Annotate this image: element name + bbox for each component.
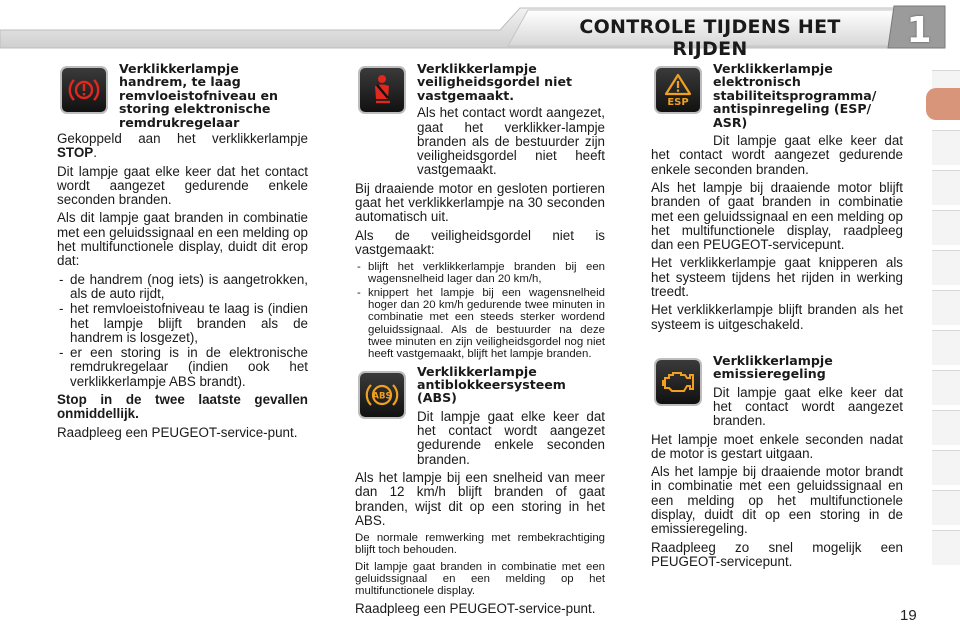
paragraph: Raadpleeg zo snel mogelijk een PEUGEOT-servicepunt.: [651, 539, 903, 569]
list-item: - blijft het verklikkerlampje branden bij een wagensnelheid lager dan 20 km/h,: [355, 261, 605, 286]
paragraph: Het lampje moet enkele seconden nadat de motor is gestart uitgaan.: [651, 431, 903, 461]
paragraph: Het verklikkerlampje gaat knipperen als het systeem tijdens het rijden in werking treedt.: [651, 255, 903, 299]
paragraph: Het verklikkerlampje blijft branden als het systeem is uitgeschakeld.: [651, 302, 903, 332]
section-header-esp: [651, 62, 903, 129]
engine-check-icon: [656, 360, 700, 404]
list-item: - de handrem (nog iets) is aangetrokken, als de auto rijdt,: [57, 273, 308, 302]
section-header-abs: [355, 365, 605, 467]
paragraph: Dit lampje gaat elke keer dat het contact wordt aangezet gedurende enkele seconden branden.: [651, 133, 903, 177]
svg-text:ESP: ESP: [667, 97, 689, 108]
bullet-list: [355, 261, 605, 360]
section-heading: Verklikkerlampje elektronisch stabiliteitsprogramma/ antispinregeling (ESP/ ASR): [713, 61, 877, 130]
chapter-tabs: [926, 70, 960, 575]
section-heading: Verklikkerlampje antiblokkeersysteem (ABS): [417, 363, 566, 406]
list-item: - het remvloeistofniveau te laag is (indien het lampje blijft branden als de handrem is losgezet),: [57, 302, 308, 345]
paragraph: Als dit lampje gaat branden in combinatie met een geluidssignaal en een melding op het multifunctionele display, duidt dit erop dat:: [57, 210, 308, 269]
bullet-list: [57, 273, 308, 389]
page-title: CONTROLE TIJDENS HET RIJDEN: [579, 16, 841, 60]
chapter-tab[interactable]: [932, 290, 960, 325]
section-header-emission: [651, 354, 903, 429]
paragraph: Dit lampje gaat branden in combinatie met een geluidssignaal en een melding op het multifunctionele display.: [355, 560, 605, 598]
chapter-tab[interactable]: [932, 530, 960, 565]
paragraph: De normale remwerking met rembekrachtiging blijft toch behouden.: [355, 532, 605, 557]
chapter-tab[interactable]: [932, 330, 960, 365]
section-heading: Verklikkerlampje handrem, te laag remvloeistofniveau en storing elektronische remdrukregelaar: [119, 61, 278, 130]
paragraph: Als het lampje bij een snelheid van meer dan 12 km/h blijft branden of gaat branden, wijst dit op een storing in het ABS.: [355, 469, 605, 528]
section-header-brake: [57, 62, 308, 130]
chapter-number: 1: [906, 10, 932, 51]
chapter-tab[interactable]: [932, 170, 960, 205]
abs-icon: [360, 373, 404, 417]
chapter-tab[interactable]: [932, 370, 960, 405]
section-heading: Verklikkerlampje emissieregeling: [713, 352, 833, 382]
column-esp-emission: [651, 62, 903, 573]
paragraph: Dit lampje gaat elke keer dat het contact wordt aangezet branden.: [713, 384, 903, 429]
page-number: 19: [900, 607, 917, 624]
list-item: - knippert het lampje bij een wagensnelheid hoger dan 20 km/h gedurende twee minuten in combinatie met een steeds sterker wordend geluidssignaal. Als de bestuurder na deze twee minuten en zijn veiligheidsgordel nog niet heeft vastgemaakt, blijft het lampje branden.: [355, 287, 605, 361]
chapter-tab[interactable]: [932, 210, 960, 245]
chapter-tab[interactable]: [932, 130, 960, 165]
esp-icon: [656, 68, 700, 112]
paragraph: Als de veiligheidsgordel niet is vastgemaakt:: [355, 227, 605, 257]
column-brake: [57, 62, 308, 444]
paragraph: Raadpleeg een PEUGEOT-service-punt.: [355, 600, 596, 616]
brake-warning-icon: [62, 68, 106, 112]
warning-text: Stop in de twee laatste gevallen onmiddellijk.: [57, 392, 308, 422]
section-heading: Verklikkerlampje veiligheidsgordel niet vastgemaakt.: [417, 61, 573, 103]
paragraph: Dit lampje gaat elke keer dat het contact wordt aangezet gedurende enkele seconden branden.: [417, 408, 605, 467]
chapter-tab[interactable]: [932, 490, 960, 525]
paragraph: Als het contact wordt aangezet, gaat het verklikker-lampje branden als de bestuurder zijn veiligheidsgordel niet heeft vastgemaakt.: [417, 105, 605, 178]
svg-text:ABS: ABS: [372, 391, 392, 402]
chapter-tab-active[interactable]: [926, 88, 960, 120]
paragraph: Dit lampje gaat elke keer dat het contact wordt aangezet gedurende enkele seconden branden.: [57, 163, 308, 208]
paragraph: Raadpleeg een PEUGEOT-service-punt.: [57, 424, 298, 440]
chapter-tab[interactable]: [932, 450, 960, 485]
paragraph: Gekoppeld aan het verklikkerlampje STOP.: [57, 131, 308, 161]
chapter-tab[interactable]: [932, 250, 960, 285]
chapter-tab[interactable]: [932, 410, 960, 445]
paragraph: Als het lampje bij draaiende motor brandt in combinatie met een geluidssignaal en een melding op het multifunctionele display, duidt dit op een storing in de emissieregeling.: [651, 464, 903, 537]
list-item: - er een storing is in de elektronische remdrukregelaar (indien ook het verklikkerlampje ABS brandt).: [57, 346, 308, 389]
seatbelt-icon: [360, 68, 404, 112]
paragraph: Bij draaiende motor en gesloten portieren gaat het verklikkerlampje na 30 seconden automatisch uit.: [355, 180, 605, 225]
column-seatbelt-abs: [355, 62, 605, 620]
paragraph: Als het lampje bij draaiende motor blijft branden of gaat branden in combinatie met een geluidssignaal en een melding op het multifunctionele display, raadpleeg dan een PEUGEOT-servicepunt.: [651, 179, 903, 253]
